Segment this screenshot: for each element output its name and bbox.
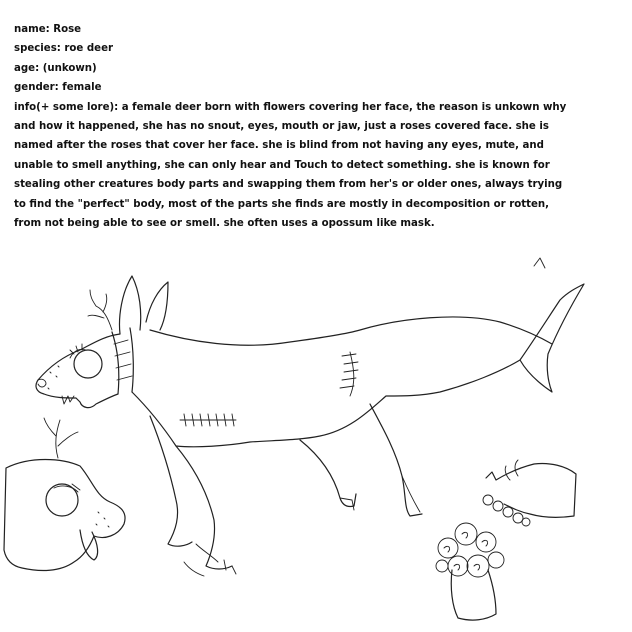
age-line: age: (unkown) [14,62,97,74]
front-leg-left [150,416,192,546]
rose-bouquet-drawing [436,523,504,620]
face-eye-circle [74,350,102,378]
bracelet-rose-5 [522,518,530,526]
ear-left [120,276,141,334]
bracelet-rose-4 [513,513,523,523]
head-outline [36,334,120,408]
nose [38,379,46,387]
bracelet-rose-2 [493,501,503,511]
rose-3 [476,532,496,552]
rose-4 [448,556,468,576]
rose-7 [436,560,448,572]
hand-outline [486,463,576,517]
gender-line: gender: female [14,82,102,94]
rose-1 [438,538,458,558]
mask-snout-dots [96,512,109,527]
stray-mark [534,258,545,268]
collar-stitches [114,340,132,380]
rose-6 [488,552,504,568]
bracelet-rose-3 [503,507,513,517]
snout-dots [48,366,59,389]
tail-fin [520,284,584,392]
body-seam-stitch [340,352,358,396]
neck-collar [112,328,133,394]
body-belly [132,360,520,447]
back-leg-left [300,440,356,507]
info-lore-text: info(+ some lore): a female deer born with flowers covering her face, the reason is unkown why and how it happened, she has no snout, eyes, mouth or jaw, just a roses covered face. she is named after the roses that cover her face. she is blind from not having any eyes, mute, and unable to smell anything, she can only hear and Touch to detect something. she is known for stealing other creatures body parts and swapping them from her's or older ones, always trying to find the "perfect" body, most of the parts she finds are mostly in decomposition or rotten, from not being able to see or smell. she often uses a opossum like mask. [14,101,567,230]
body-back [150,317,552,345]
bouquet-wrap [451,570,496,620]
antler-sketch [88,290,112,330]
species-line: species: roe deer [14,43,114,55]
front-claws [184,544,236,576]
leg-seam-stitch [180,414,236,426]
mask-antler [44,418,78,458]
mask-outline [4,460,125,571]
rose-5 [467,555,489,577]
rose-2 [455,523,477,545]
hoof-left [340,498,354,510]
back-leg-right [370,404,422,516]
ear-right [146,282,168,330]
opossum-mask-drawing [4,418,125,570]
bracelet-rose-1 [483,495,493,505]
name-line: name: Rose [14,24,82,35]
hand-bracelet-drawing [483,460,576,526]
